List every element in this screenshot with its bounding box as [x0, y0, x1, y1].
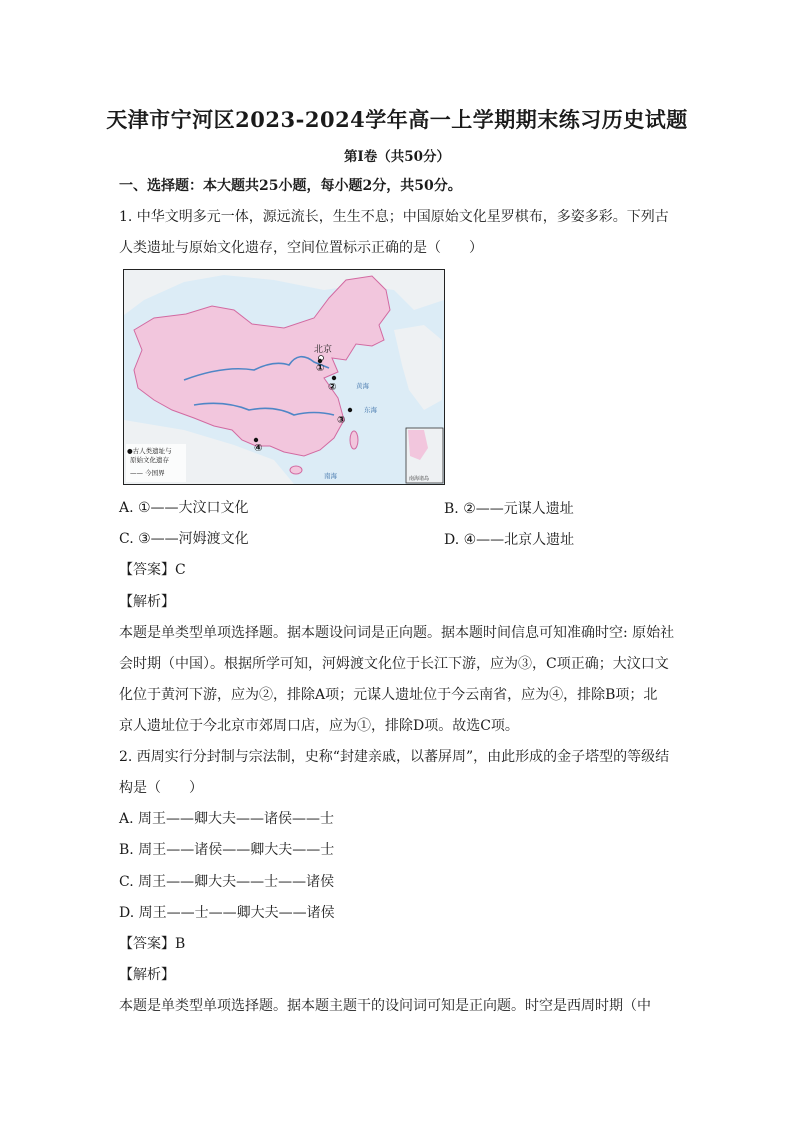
- site-dot-4: [254, 438, 258, 442]
- q2-stem-line-2: 构是（ ）: [119, 780, 203, 796]
- q2-option-b: B. 周王——诸侯——卿大夫——士: [119, 842, 335, 858]
- q1-option-c: C. ③——河姆渡文化: [119, 531, 249, 547]
- legend-site-line-1: ●古人类遗址与: [127, 447, 172, 455]
- paper-subtitle: 第Ⅰ卷（共50分）: [343, 149, 451, 165]
- q1-analysis-line-4: 京人遗址位于今北京市郊周口店，应为①，排除D项。故选C项。: [119, 718, 519, 734]
- site-dot-2: [332, 376, 336, 380]
- q1-option-d: D. ④——北京人遗址: [444, 532, 575, 548]
- map-label-huanghai: 黄海: [356, 382, 369, 390]
- legend-border: —— 今国界: [130, 469, 165, 477]
- page-title: 天津市宁河区2023-2024学年高一上学期期末练习历史试题: [106, 107, 688, 132]
- map-marker-4: ④: [254, 443, 263, 454]
- china-map-svg: [124, 270, 444, 484]
- q2-option-c: C. 周王——卿大夫——士——诸侯: [119, 874, 335, 890]
- q1-option-b: B. ②——元谋人遗址: [444, 501, 574, 517]
- q1-analysis-line-2: 会时期（中国）。根据所学可知，河姆渡文化位于长江下游，应为③，C项正确；大汶口文: [119, 656, 669, 672]
- map-marker-1: ①: [316, 363, 325, 374]
- q2-analysis-label: 【解析】: [119, 967, 175, 983]
- map-marker-2: ②: [328, 382, 337, 393]
- map-label-donghai: 东海: [364, 406, 377, 414]
- china-map-figure: [123, 269, 445, 485]
- section-heading: 一、选择题：本大题共25小题，每小题2分，共50分。: [119, 178, 462, 194]
- q2-option-a: A. 周王——卿大夫——诸侯——士: [119, 811, 335, 827]
- map-label-nanhai: 南海: [324, 472, 337, 480]
- q1-stem-line-1: 1. 中华文明多元一体，源远流长，生生不息；中国原始文化星罗棋布，多姿多彩。下列古: [119, 209, 669, 225]
- map-marker-3: ③: [337, 415, 346, 426]
- q2-answer: 【答案】B: [119, 936, 186, 952]
- map-label-beijing: 北京: [314, 345, 333, 355]
- q1-analysis-line-1: 本题是单类型单项选择题。据本题设问词是正向题。据本题时间信息可知准确时空: 原始社: [119, 625, 675, 641]
- taiwan-island: [350, 431, 358, 449]
- q1-analysis-line-3: 化位于黄河下游，应为②，排除A项；元谋人遗址位于今云南省，应为④，排除B项；北: [119, 687, 658, 703]
- site-dot-3: [348, 408, 352, 412]
- q1-answer: 【答案】C: [119, 562, 186, 578]
- q2-analysis-line-1: 本题是单类型单项选择题。据本题主题干的设问词可知是正向题。时空是西周时期（中: [119, 998, 651, 1014]
- q1-option-a: A. ①——大汶口文化: [119, 500, 249, 516]
- q2-stem-line-1: 2. 西周实行分封制与宗法制，史称“封建亲戚，以蕃屏周”，由此形成的金子塔型的等级结: [119, 749, 670, 765]
- q1-stem-line-2: 人类遗址与原始文化遗存，空间位置标示正确的是（ ）: [119, 240, 483, 256]
- q2-option-d: D. 周王——士——卿大夫——诸侯: [119, 905, 335, 921]
- inset-label: 南海诸岛: [409, 476, 430, 482]
- q1-analysis-label: 【解析】: [119, 594, 175, 610]
- legend-site-line-2: 原始文化遗存: [130, 456, 169, 464]
- hainan-island: [290, 466, 302, 474]
